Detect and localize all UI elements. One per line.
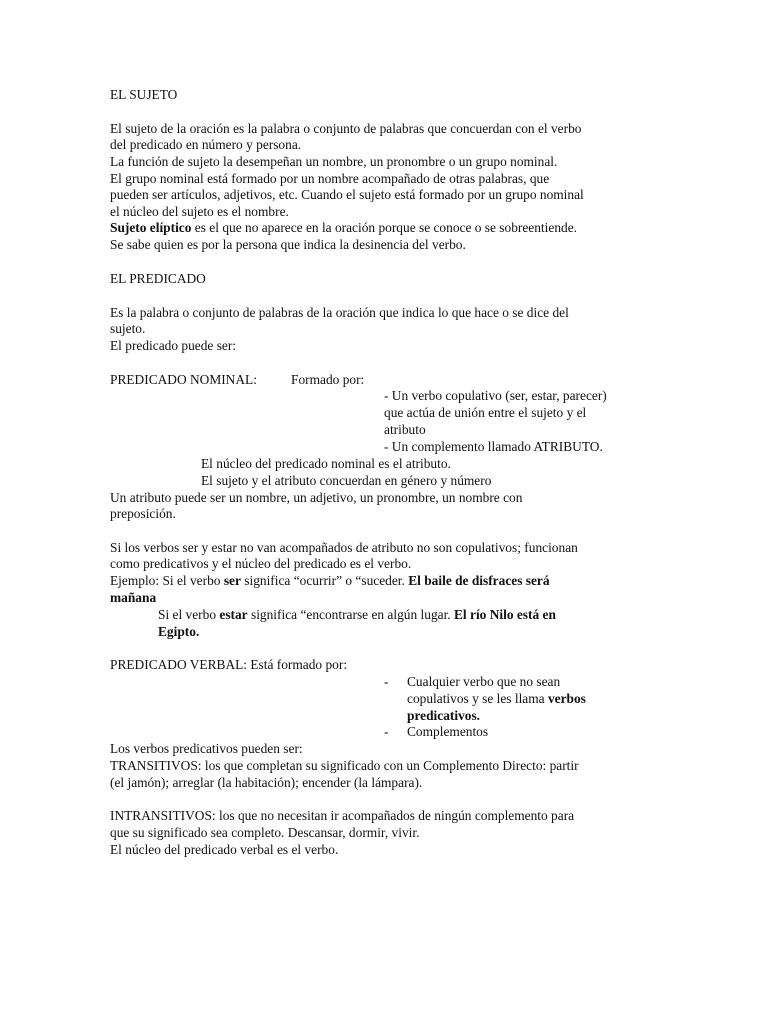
sujeto-p1-line2: del predicado en número y persona. — [110, 137, 302, 152]
predicado-p2: El predicado puede ser: — [110, 338, 237, 353]
ejemplo-estar-prefix: Si el verbo — [158, 607, 220, 622]
verbal-item2: Complementos — [407, 724, 489, 739]
sujeto-eliptico-line — [110, 220, 577, 236]
heading-sujeto: EL SUJETO — [110, 87, 178, 102]
ejemplo-estar-sentence: El río Nilo está en — [454, 607, 556, 622]
transitivos-line1: TRANSITIVOS: los que completan su significado con un Complemento Directo: partir — [110, 758, 579, 773]
transitivos-line2: (el jamón); arreglar (la habitación); encender (la lámpara). — [110, 775, 423, 790]
sujeto-eliptico-text: es el que no aparece en la oración porque se conoce o se sobreentiende. — [191, 220, 578, 235]
heading-predicado: EL PREDICADO — [110, 271, 206, 286]
verbal-item1-text: copulativos y se les llama — [407, 691, 548, 706]
verbal-item1-dash: - — [384, 674, 389, 689]
sujeto-eliptico-term: Sujeto elíptico — [110, 220, 192, 235]
predicado-nominal-formado: Formado por: — [291, 372, 365, 387]
ejemplo-estar-line1 — [158, 607, 556, 623]
verbal-item1-line1: Cualquier verbo que no sean — [407, 674, 561, 689]
ejemplo-estar-meaning: significa “encontrarse en algún lugar. — [247, 607, 454, 622]
predicativos-pueden: Los verbos predicativos pueden ser: — [110, 741, 303, 756]
sujeto-p3-line1: El grupo nominal está formado por un nombre acompañado de otras palabras, que — [110, 171, 550, 186]
verbal-item1-line3 — [407, 708, 480, 724]
nominal-item1-line2: que actúa de unión entre el sujeto y el — [384, 405, 587, 420]
atributo-line1: Un atributo puede ser un nombre, un adjetivo, un pronombre, un nombre con — [110, 490, 523, 505]
ejemplo-prefix: Ejemplo: Si el verbo — [110, 573, 224, 588]
verbal-item1-bold-end: predicativos. — [407, 708, 481, 723]
nominal-item1-line3: atributo — [384, 422, 426, 437]
nominal-item1-line1: - Un verbo copulativo (ser, estar, parecer) — [384, 388, 607, 403]
sujeto-p4: Se sabe quien es por la persona que indica la desinencia del verbo. — [110, 237, 466, 252]
nominal-item2: - Un complemento llamado ATRIBUTO. — [384, 439, 603, 454]
sujeto-p3-line2: pueden ser artículos, adjetivos, etc. Cuando el sujeto está formado por un grupo nominal — [110, 187, 584, 202]
intransitivos-line2: que su significado sea completo. Descansar, dormir, vivir. — [110, 825, 420, 840]
predicado-p1-line2: sujeto. — [110, 321, 146, 336]
ejemplo-estar-line2 — [158, 624, 199, 640]
verbal-item2-dash: - — [384, 724, 389, 739]
ejemplo-ser-line2 — [110, 590, 156, 606]
ejemplo-ser-word: ser — [223, 573, 241, 588]
predicado-p1-line1: Es la palabra o conjunto de palabras de la oración que indica lo que hace o se dice del — [110, 305, 569, 320]
ejemplo-ser-sentence-end: mañana — [110, 590, 157, 605]
concuerdan: El sujeto y el atributo concuerdan en género y número — [201, 473, 492, 488]
nucleo-nominal: El núcleo del predicado nominal es el atributo. — [201, 456, 451, 471]
predicado-verbal-label: PREDICADO VERBAL: Está formado por: — [110, 657, 348, 672]
atributo-line2: preposición. — [110, 506, 176, 521]
sujeto-p3-line3: el núcleo del sujeto es el nombre. — [110, 204, 289, 219]
verbal-item1-line2 — [407, 691, 586, 707]
ejemplo-ser-sentence: El baile de disfraces será — [408, 573, 550, 588]
si-verbos-line2: como predicativos y el núcleo del predicado es el verbo. — [110, 556, 412, 571]
sujeto-p2: La función de sujeto la desempeñan un nombre, un pronombre o un grupo nominal. — [110, 154, 558, 169]
nucleo-verbal: El núcleo del predicado verbal es el verbo. — [110, 842, 339, 857]
intransitivos-line1: INTRANSITIVOS: los que no necesitan ir acompañados de ningún complemento para — [110, 808, 575, 823]
predicado-nominal-label: PREDICADO NOMINAL: — [110, 372, 257, 387]
ejemplo-ser-line1 — [110, 573, 550, 589]
sujeto-p1-line1: El sujeto de la oración es la palabra o conjunto de palabras que concuerdan con el verbo — [110, 121, 582, 136]
ejemplo-estar-word: estar — [219, 607, 248, 622]
ejemplo-estar-sentence-end: Egipto. — [158, 624, 200, 639]
verbal-item1-bold: verbos — [547, 691, 586, 706]
si-verbos-line1: Si los verbos ser y estar no van acompañados de atributo no son copulativos; funcionan — [110, 540, 578, 555]
ejemplo-ser-meaning: significa “ocurrir” o “suceder. — [240, 573, 409, 588]
